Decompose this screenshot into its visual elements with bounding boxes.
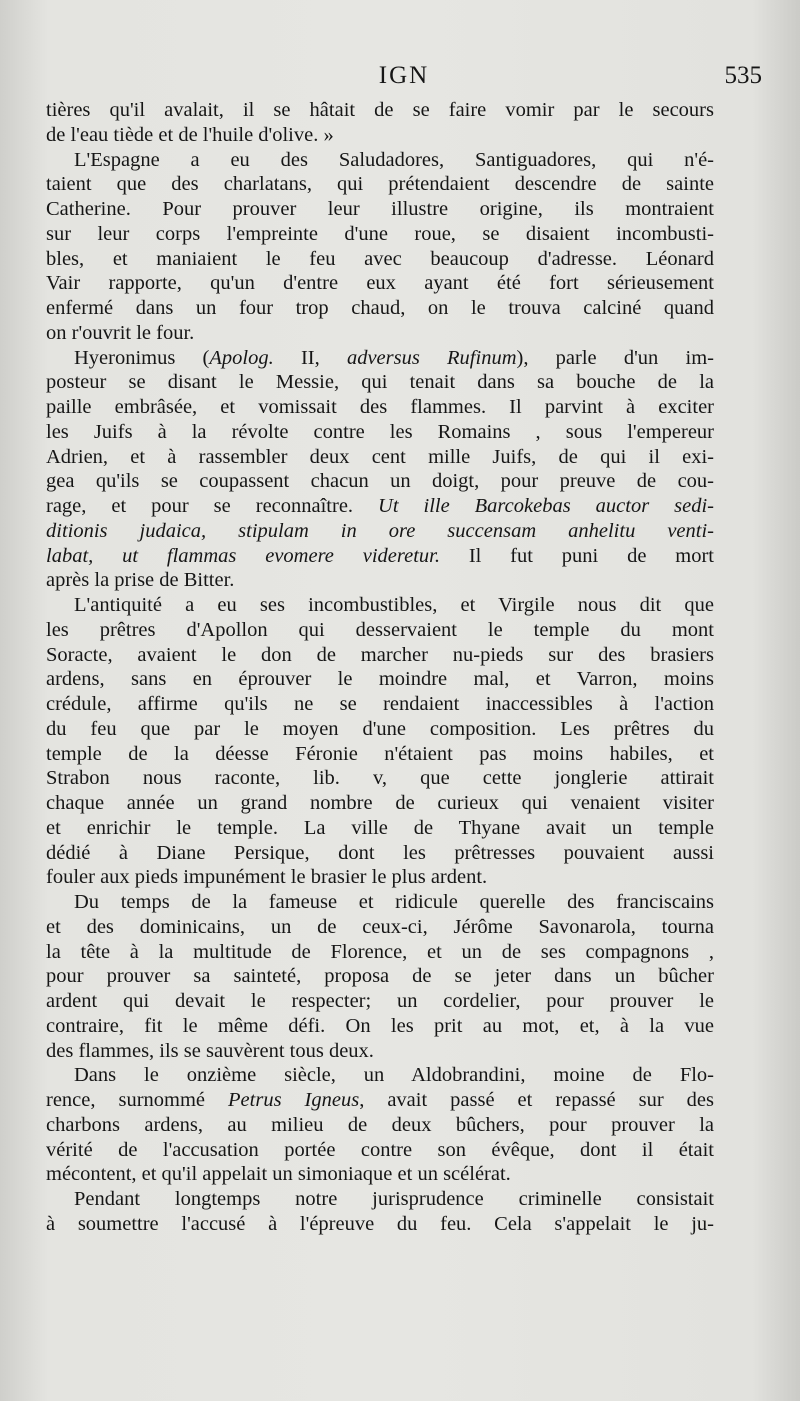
text-segment: rage, et pour se reconnaître.: [46, 495, 379, 517]
text-segment: la tête à la multitude de Florence, et un de ses compagnons ,: [46, 940, 714, 963]
text-segment: ardens, sans en éprouver le moindre mal, et Varron, moins: [46, 668, 714, 691]
text-line: [46, 1113, 714, 1138]
text-segment: les prêtres d'Apollon qui desservaient le temple du mont: [46, 618, 714, 641]
text-line: [46, 989, 714, 1014]
text-segment: et enrichir le temple. La ville de Thyane avait un temple: [46, 816, 714, 839]
text-line: [46, 940, 714, 965]
text-segment: pour prouver sa sainteté, proposa de se jeter dans un bûcher: [46, 965, 714, 988]
text-segment: charbons ardens, au milieu de deux bûchers, pour prouver la: [46, 1113, 714, 1136]
text-line: [46, 1063, 714, 1088]
italic-text-segment: Apolog.: [209, 346, 274, 369]
text-line: [46, 742, 714, 767]
text-line: [46, 1187, 714, 1212]
text-segment: Strabon nous raconte, lib. v, que cette jonglerie attirait: [46, 767, 714, 790]
running-head: IGN: [378, 62, 430, 89]
text-segment: Hyeronimus (: [74, 346, 210, 369]
text-line: [46, 469, 714, 494]
text-segment: temple de la déesse Féronie n'étaient pas moins habiles, et: [46, 742, 714, 765]
text-line: [46, 395, 714, 420]
text-segment: Il fut puni de mort: [439, 544, 714, 567]
text-segment: à soumettre l'accusé à l'épreuve du feu. Cela s'appelait le ju-: [46, 1212, 714, 1235]
text-segment: et des dominicains, un de ceux-ci, Jérôme Savonarola, tourna: [46, 915, 714, 938]
text-segment: Vair rapporte, qu'un d'entre eux ayant été fort sérieusement: [46, 272, 714, 295]
italic-text-segment: labat, ut flammas evomere videretur.: [46, 544, 440, 567]
text-line: [46, 568, 714, 593]
page-header: [46, 62, 762, 96]
text-segment: du feu que par le moyen d'une composition. Les prêtres du: [46, 717, 714, 740]
italic-text-segment: Petrus Igneus: [228, 1089, 360, 1111]
text-segment: vérité de l'accusation portée contre son évêque, dont il était: [46, 1138, 714, 1161]
text-segment: L'antiquité a eu ses incombustibles, et Virgile nous dit que: [74, 594, 714, 616]
text-line: [46, 816, 714, 841]
text-segment: , avait passé et repassé sur des: [359, 1089, 715, 1111]
text-segment: des flammes, ils se sauvèrent tous deux.: [46, 1039, 374, 1062]
text-line: [46, 494, 714, 519]
text-line: [46, 544, 714, 569]
text-line: [46, 1039, 714, 1064]
text-segment: ), parle d'un im-: [516, 346, 714, 369]
text-line: [46, 643, 714, 668]
text-line: [46, 618, 714, 643]
text-segment: II,: [273, 346, 347, 369]
text-segment: Catherine. Pour prouver leur illustre origine, ils montraient: [46, 198, 714, 220]
text-segment: gea qu'ils se coupassent chacun un doigt, pour preuve de cou-: [46, 470, 714, 493]
text-segment: on r'ouvrit le four.: [46, 321, 195, 344]
text-line: [46, 370, 714, 395]
text-segment: fouler aux pieds impunément le brasier le plus ardent.: [46, 866, 488, 889]
text-segment: de l'eau tiède et de l'huile d'olive. »: [46, 123, 334, 146]
body-text: [46, 98, 714, 1237]
text-line: [46, 667, 714, 692]
text-line: [46, 717, 714, 742]
text-line: [46, 197, 714, 222]
text-segment: Dans le onzième siècle, un Aldobrandini, moine de Flo-: [74, 1064, 714, 1087]
text-line: [46, 593, 714, 618]
text-segment: Soracte, avaient le don de marcher nu-pieds sur des brasiers: [46, 643, 714, 666]
text-line: [46, 420, 714, 445]
page-number: 535: [724, 62, 762, 89]
text-segment: contraire, fit le même défi. On les prit au mot, et, à la vue: [46, 1014, 714, 1037]
text-segment: enfermé dans un four trop chaud, on le trouva calciné quand: [46, 297, 714, 319]
text-line: [46, 766, 714, 791]
text-line: [46, 346, 714, 371]
text-line: [46, 1138, 714, 1163]
text-segment: L'Espagne a eu des Saludadores, Santiguadores, qui n'é-: [74, 148, 714, 171]
text-segment: dédié à Diane Persique, dont les prêtresses pouvaient aussi: [46, 841, 714, 864]
text-line: [46, 964, 714, 989]
text-line: [46, 692, 714, 717]
text-line: [46, 890, 714, 915]
text-line: [46, 172, 714, 197]
text-line: [46, 98, 714, 123]
italic-text-segment: adversus Rufinum: [346, 346, 517, 369]
text-segment: rence, surnommé: [46, 1089, 229, 1111]
text-line: [46, 1088, 714, 1113]
text-segment: Du temps de la fameuse et ridicule querelle des franciscains: [74, 891, 714, 913]
text-segment: après la prise de Bitter.: [46, 569, 235, 592]
text-line: [46, 915, 714, 940]
text-line: [46, 247, 714, 272]
text-segment: sur leur corps l'empreinte d'une roue, se disaient incombusti-: [46, 222, 714, 245]
text-line: [46, 519, 714, 544]
text-line: [46, 148, 714, 173]
text-segment: mécontent, et qu'il appelait un simoniaque et un scélérat.: [46, 1163, 511, 1186]
text-line: [46, 271, 714, 296]
text-segment: taient que des charlatans, qui prétendaient descendre de sainte: [46, 173, 714, 196]
text-line: [46, 222, 714, 247]
text-segment: bles, et maniaient le feu avec beaucoup d'adresse. Léonard: [46, 247, 714, 270]
italic-text-segment: Ut ille Barcokebas auctor sedi-: [378, 495, 714, 517]
italic-text-segment: ditionis judaica, stipulam in ore succensam anhelitu venti-: [46, 519, 714, 542]
text-segment: posteur se disant le Messie, qui tenait dans sa bouche de la: [46, 371, 714, 394]
text-segment: Adrien, et à rassembler deux cent mille Juifs, de qui il exi-: [46, 445, 714, 468]
text-segment: ardent qui devait le respecter; un cordelier, pour prouver le: [46, 990, 714, 1012]
text-segment: Pendant longtemps notre jurisprudence criminelle consistait: [74, 1188, 714, 1210]
text-line: [46, 123, 714, 148]
text-line: [46, 791, 714, 816]
text-line: [46, 841, 714, 866]
text-segment: chaque année un grand nombre de curieux qui venaient visiter: [46, 792, 714, 814]
text-line: [46, 321, 714, 346]
text-line: [46, 296, 714, 321]
text-segment: crédule, affirme qu'ils ne se rendaient inaccessibles à l'action: [46, 693, 714, 715]
text-segment: paille embrâsée, et vomissait des flammes. Il parvint à exciter: [46, 396, 714, 418]
text-line: [46, 1162, 714, 1187]
text-segment: les Juifs à la révolte contre les Romains , sous l'empereur: [46, 420, 714, 443]
text-segment: tières qu'il avalait, il se hâtait de se faire vomir par le secours: [46, 99, 714, 121]
text-line: [46, 1212, 714, 1237]
text-line: [46, 445, 714, 470]
text-line: [46, 865, 714, 890]
text-line: [46, 1014, 714, 1039]
